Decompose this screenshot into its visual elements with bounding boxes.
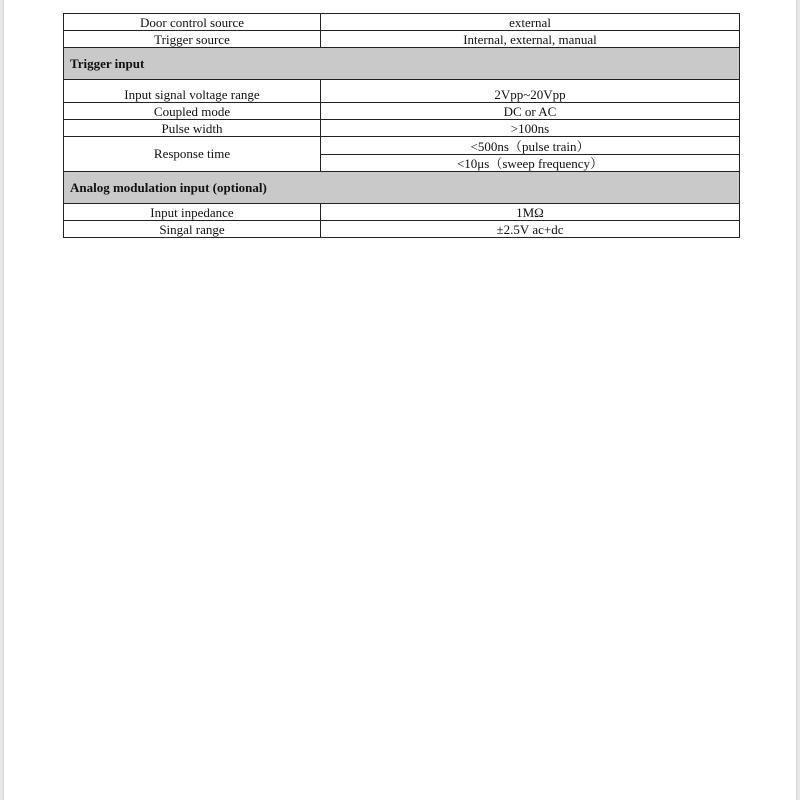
row-value: <500ns（pulse train） [321, 137, 740, 155]
section-title-analog: Analog modulation input (optional) [64, 172, 740, 204]
row-label: Pulse width [64, 120, 321, 137]
row-label: Response time [64, 137, 321, 172]
row-value: 2Vpp~20Vpp [321, 80, 740, 103]
row-label: Singal range [64, 221, 321, 238]
table-row [64, 80, 740, 103]
table-row [64, 120, 740, 137]
row-value: 1MΩ [321, 204, 740, 221]
row-label: Input inpedance [64, 204, 321, 221]
row-value: ±2.5V ac+dc [321, 221, 740, 238]
row-label: Input signal voltage range [64, 80, 321, 103]
row-value: external [321, 14, 740, 31]
table-row [64, 103, 740, 120]
row-label: Door control source [64, 14, 321, 31]
row-value: >100ns [321, 120, 740, 137]
row-label: Trigger source [64, 31, 321, 48]
table-row [64, 137, 740, 155]
row-value: Internal, external, manual [321, 31, 740, 48]
spec-table [63, 13, 740, 238]
table-row [64, 204, 740, 221]
table-row [64, 14, 740, 31]
table-row [64, 221, 740, 238]
document-page [4, 0, 796, 800]
section-title-trigger: Trigger input [64, 48, 740, 80]
row-value: <10μs（sweep frequency） [321, 155, 740, 172]
section-header-row [64, 48, 740, 80]
row-label: Coupled mode [64, 103, 321, 120]
row-value: DC or AC [321, 103, 740, 120]
table-row [64, 31, 740, 48]
section-header-row [64, 172, 740, 204]
